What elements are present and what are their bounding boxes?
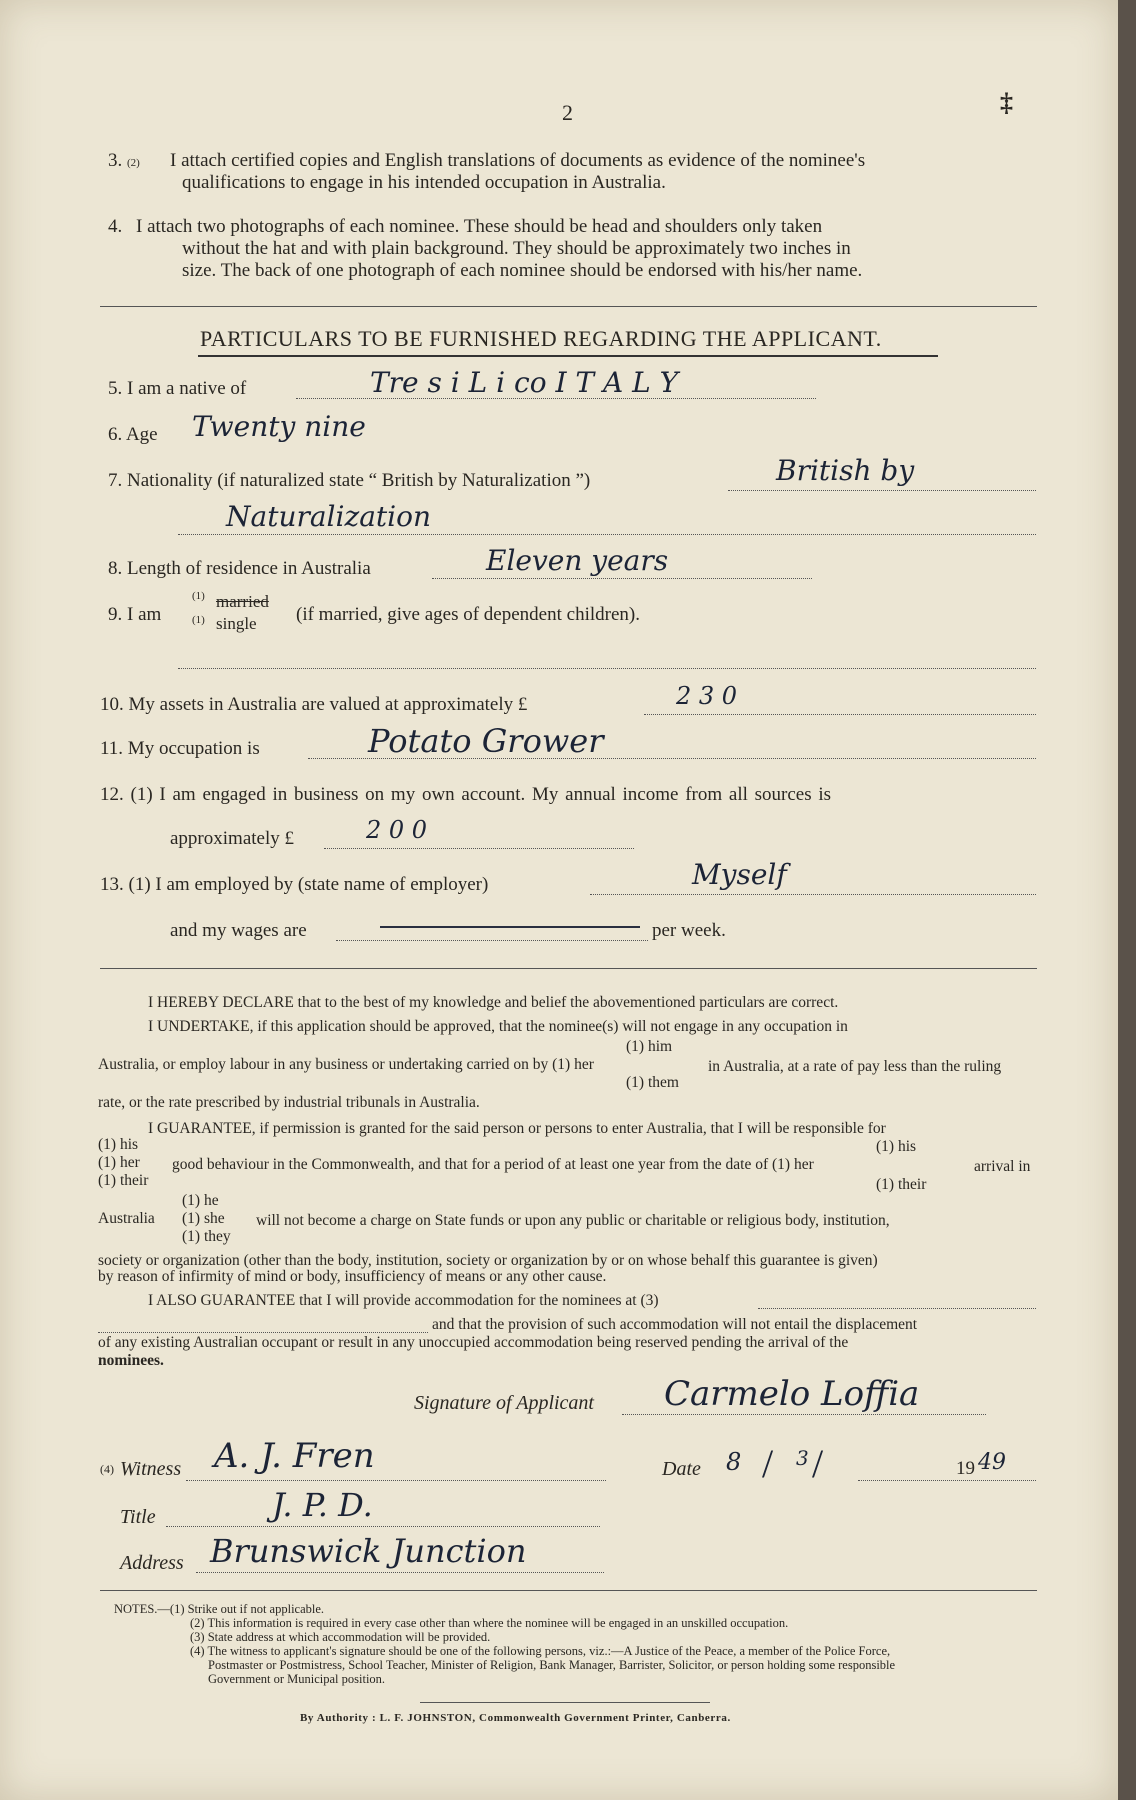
item-4-number: 4. [108,216,123,237]
accommodation-line-dots [758,1294,1036,1309]
item-3-number: 3. (2) [108,150,140,171]
item-3-line-2: qualifications to engage in his intended occupation in Australia. [182,172,666,193]
field-marital-label: 9. I am [108,604,162,625]
item-4-line-2: without the hat and with plain background. They should be approximately two inches in [182,238,851,259]
divider [100,968,1037,969]
guarantee-line-4: society or organization (other than the body, institution, society or organization by or on whose behalf this guarantee is given) [98,1252,878,1269]
field-wages-label: and my wages are [170,920,307,941]
pronoun-him: (1) him [626,1038,673,1055]
guarantee-line: I GUARANTEE, if permission is granted for the said person or persons to enter Australia, that I will be responsible for [148,1120,886,1137]
page-edge [1118,0,1136,1800]
date-year-prefix: 19 [956,1458,975,1479]
field-wages-line [336,922,648,941]
date-label: Date [662,1458,701,1480]
accommodation-line-4: nominees. [98,1352,164,1369]
field-nationality-label: 7. Nationality (if naturalized state “ British by Naturalization ”) [108,470,591,491]
date-slash: / [762,1441,774,1486]
title-label: Title [120,1506,156,1528]
pronoun-their-2: (1) their [876,1176,927,1193]
field-business-label: 12. (1) I am engaged in business on my own account. My annual income from all sources is [100,784,832,805]
pronoun-her: (1) her [98,1154,140,1171]
undertake-line-3: rate, or the rate prescribed by industrial tribunals in Australia. [98,1094,480,1111]
pronoun-their: (1) their [98,1172,149,1189]
guarantee-line-5: by reason of infirmity of mind or body, insufficiency of means or any other cause. [98,1268,607,1285]
arrival-text: arrival in [974,1158,1031,1175]
field-assets-label: 10. My assets in Australia are valued at approximately £ [100,694,528,715]
pronoun-his: (1) his [98,1136,139,1153]
undertake-line-2b: in Australia, at a rate of pay less than the ruling [708,1058,1002,1075]
field-wages-per-week: per week. [652,920,726,941]
guarantee-line-3: will not become a charge on State funds or upon any public or charitable or religious body, institution, [256,1212,890,1229]
field-age-value: Twenty nine [192,410,366,443]
date-slash: / [812,1441,824,1486]
accommodation-line-2: and that the provision of such accommodation will not entail the displacement [432,1316,918,1333]
field-residence-value: Eleven years [486,544,669,577]
title-value: J. P. D. [272,1486,373,1524]
field-native-value: Tre s i L i co I T A L Y [370,366,679,399]
field-employer-label: 13. (1) I am employed by (state name of employer) [100,874,489,895]
field-residence-label: 8. Length of residence in Australia [108,558,371,579]
note-3: (3) State address at which accommodation will be provided. [190,1630,491,1644]
corner-mark: ‡ [1000,88,1013,117]
wages-dash [380,926,640,928]
field-nationality-value-1: British by [776,454,915,487]
witness-label: Witness [120,1458,182,1480]
item-3-line-1: I attach certified copies and English translations of documents as evidence of the nominee's [170,150,866,171]
marital-option-married: married [216,592,269,611]
field-income-label: approximately £ [170,828,294,849]
title-line [166,1508,600,1527]
field-occupation-value: Potato Grower [368,722,604,760]
divider [100,306,1037,307]
witness-note: (4) [100,1462,114,1476]
note-4a: (4) The witness to applicant's signature should be one of the following persons, viz.:—A Justice of the Peace, a member of the Police Force, [190,1644,891,1658]
note-1: NOTES.—(1) Strike out if not applicable. [114,1602,325,1616]
imprint-rule [420,1702,710,1703]
undertake-line: I UNDERTAKE, if this application should be approved, that the nominee(s) will not engage in any occupation in [148,1018,848,1035]
pronoun-he: (1) he [182,1192,219,1209]
date-day: 8 [726,1448,742,1476]
witness-signature: A. J. Fren [214,1436,375,1476]
field-employer-value: Myself [692,858,787,891]
date-line [858,1462,1036,1481]
address-label: Address [120,1552,184,1574]
item-4-line-3: size. The back of one photograph of each nominee should be endorsed with his/her name. [182,260,863,281]
signature-label: Signature of Applicant [414,1392,594,1414]
date-year-suffix: 49 [978,1450,1006,1475]
note-4b: Postmaster or Postmistress, School Teacher, Minister of Religion, Bank Manager, Barrister, Solicitor, or person holding some responsible [208,1658,896,1672]
heading-underline [198,355,938,357]
item-4-line-1: I attach two photographs of each nominee. These should be head and shoulders only taken [136,216,823,237]
field-children-line [178,650,1036,669]
pronoun-them: (1) them [626,1074,679,1091]
applicant-signature: Carmelo Loffia [664,1374,920,1414]
section-heading: PARTICULARS TO BE FURNISHED REGARDING THE APPLICANT. [200,326,882,351]
field-occupation-label: 11. My occupation is [100,738,260,759]
field-age-label: 6. Age [108,424,158,445]
address-value: Brunswick Junction [210,1532,527,1570]
guarantee-line-2: good behaviour in the Commonwealth, and that for a period of at least one year from the date of (1) her [172,1156,814,1173]
pronoun-his-2: (1) his [876,1138,917,1155]
field-employer-line [590,876,1036,895]
field-native-label: 5. I am a native of [108,378,247,399]
marital-note-1: (1) [192,590,205,602]
date-month: 3 [796,1446,809,1470]
pronoun-they: (1) they [182,1228,231,1245]
field-nationality-value-2: Naturalization [226,500,432,533]
accommodation-line-dots-2 [98,1318,428,1333]
field-income-value: 2 0 0 [366,816,428,844]
pronoun-she: (1) she [182,1210,225,1227]
note-4c: Government or Municipal position. [208,1672,386,1686]
marital-note-2: (1) [192,614,205,626]
note-2: (2) This information is required in every case other than where the nominee will be engaged in an unskilled occupation. [190,1616,789,1630]
declare-line: I HEREBY DECLARE that to the best of my knowledge and belief the abovementioned particulars are correct. [148,994,839,1011]
divider [100,1590,1037,1591]
printer-imprint: By Authority : L. F. JOHNSTON, Commonwealth Government Printer, Canberra. [300,1712,731,1724]
accommodation-line: I ALSO GUARANTEE that I will provide accommodation for the nominees at (3) [148,1292,659,1309]
accommodation-line-3: of any existing Australian occupant or result in any unoccupied accommodation being reserved pending the arrival of the [98,1334,849,1351]
australia-word: Australia [98,1210,155,1227]
undertake-line-2: Australia, or employ labour in any business or undertaking carried on by (1) her [98,1056,594,1073]
page-number: 2 [562,100,573,125]
marital-option-single: single [216,614,257,633]
field-assets-value: 2 3 0 [676,682,738,710]
field-marital-instruction: (if married, give ages of dependent children). [296,604,640,625]
